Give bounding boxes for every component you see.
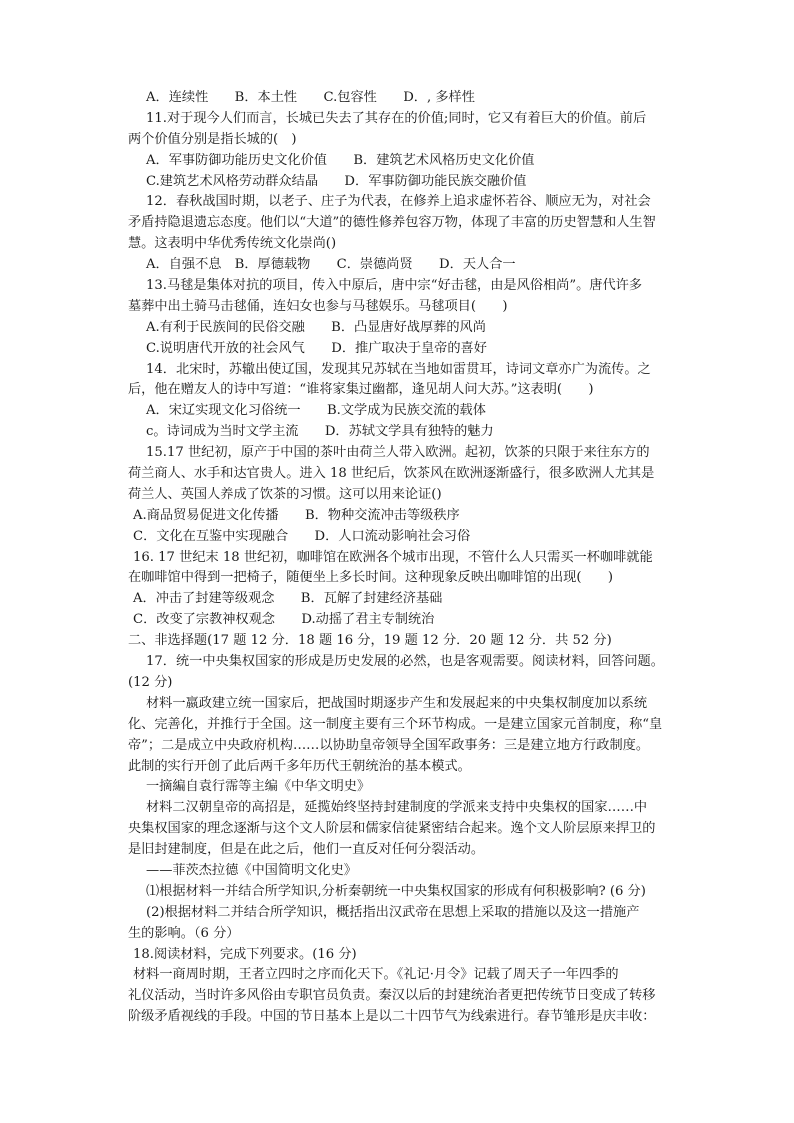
text-line: A.商品贸易促进文化传播 B．物种交流冲击等级秩序 (133, 507, 460, 523)
text-line: ⑴根据材料一并结合所学知识,分析秦朝统一中央集权国家的形成有何积极影响? (6 分) (146, 883, 646, 899)
text-line: 11.对于现今人们而言，长城已失去了其存在的价值;同时，它又有着巨大的价值。前后 (146, 110, 647, 126)
text-line: c。诗词成为当时文学主流 D．苏轼文学具有独特的魅力 (146, 424, 494, 440)
text-line: 16. 17 世纪末 18 世纪初，咖啡馆在欧洲各个城市出现，不管什么人只需买一杯咖啡就能 (133, 549, 653, 565)
text-line: 帝”；二是成立中央政府机构……以协助皇帝领导全国军政事务：三是建立地方行政制度。 (128, 737, 650, 753)
text-line: 17．统一中央集权国家的形成是历史发展的必然，也是客观需要。阅读材料，回答问题。 (146, 654, 664, 670)
text-line: 两个价值分别是指长城的( ) (128, 131, 297, 147)
text-line: A.有利于民族间的民俗交融 B．凸显唐好战厚葬的风尚 (146, 319, 486, 335)
text-line: 材料一商周时期，王者立四时之序而化天下。《礼记·月令》记载了周天子一年四季的 (133, 967, 619, 983)
text-line: 18.阅读材料，完成下列要求。(16 分) (133, 946, 357, 962)
text-line: 央集权国家的理念逐渐与这个文人阶层和儒家信徒紧密结合起来。逸个文人阶层原来捍卫的 (128, 821, 656, 837)
text-line: 13.马毬是集体对抗的项目，传入中原后，唐中宗“好击毬，由是风俗相尚”。唐代许多 (146, 278, 643, 294)
text-line: ——菲茨杰拉德《中国简明文化史》 (146, 862, 357, 878)
text-line: 12．春秋战国时期，以老子、庄子为代表，在修养上追求虚怀若谷、顺应无为，对社会 (146, 194, 651, 210)
text-line: (2)根据材料二并结合所学知识，概括指出汉武帝在思想上采取的措施以及这一措施产 (146, 904, 640, 920)
text-line: 此制的实行开创了此后两千多年历代王朝统治的基本模式。 (128, 758, 471, 774)
text-line: C.建筑艺术风格劳动群众结晶 D．军事防御功能民族交融价值 (146, 173, 527, 189)
text-line: 生的影响。（6 分） (128, 925, 240, 941)
text-line: 在咖啡馆中得到一把椅子，随便坐上多长时间。这种现象反映出咖啡馆的出现( ) (128, 570, 614, 586)
text-line: C.说明唐代开放的社会风气 D．推广取决于皇帝的喜好 (146, 340, 487, 356)
text-line: 矛盾持隐退遗忘态度。他们以“大道”的德性修养包容万物，体现了丰富的历史智慧和人生智 (128, 215, 656, 231)
text-line: A．自强不息 B．厚德载物 C．崇德尚贤 D．天人合一 (146, 257, 516, 273)
text-line: C．改变了宗教神权观念 D.动摇了君主专制统治 (133, 612, 435, 628)
text-line: A．冲击了封建等级观念 B．瓦解了封建经济基础 (133, 591, 443, 607)
text-line: 化、完善化，并推行于全国。这一制度主要有三个环节构成。一是建立国家元首制度，称“皇 (128, 716, 663, 732)
text-line: 二、非选择题(17 题 12 分．18 题 16 分，19 题 12 分．20 题 12 分．共 52 分) (128, 633, 612, 649)
text-line: A．宋辽实现文化习俗统一 B.文学成为民族交流的载体 (146, 403, 486, 419)
text-line: 阶级矛盾视线的手段。中国的节日基本上是以二十四节气为线索进行。春节雏形是庆丰收： (128, 1009, 656, 1025)
text-line: 15.17 世纪初，原产于中国的茶叶由荷兰人带入欧洲。起初，饮茶的只限于来往东方的 (146, 445, 650, 461)
exam-page-text (128, 88, 678, 1028)
text-line: 后，他在赠友人的诗中写道：“谁将家集过幽都，逢见胡人问大苏。”这表明( ) (128, 382, 594, 398)
text-line: 14．北宋时，苏辙出使辽国，发现其兄苏轼在当地如雷贯耳，诗词文章亦广为流传。之 (146, 361, 651, 377)
text-line: 慧。这表明中华优秀传统文化崇尚() (128, 236, 337, 252)
text-line: 荷兰商人、水手和达官贵人。进入 18 世纪后，饮茶风在欧洲逐渐盛行，很多欧洲人尤其是 (128, 466, 655, 482)
text-line: A．连续性 B．本土性 C.包容性 D．, 多样性 (146, 90, 475, 105)
text-line: 是旧封建制度，但是在此之后，他们一直反对任何分裂活动。 (128, 842, 485, 858)
text-line: 墓葬中出土骑马击毬俑，连妇女也参与马毬娱乐。马毬项目( ) (128, 298, 508, 314)
text-line: C．文化在互鉴中实现融合 D．人口流动影响社会习俗 (133, 528, 471, 544)
text-line: A．军事防御功能历史文化价值 B．建筑艺术风格历史文化价值 (146, 152, 535, 168)
text-line: 礼仪活动，当时许多风俗由专职官员负责。秦汉以后的封建统治者更把传统节日变成了转移 (128, 988, 656, 1004)
text-line: 材料二汉朝皇帝的高招是，延揽始终坚持封建制度的学派来支持中央集权的国家……中 (146, 800, 648, 816)
text-line: 一摘編自袁行霈等主编《中华文明史》 (146, 779, 371, 795)
text-line: (12 分) (128, 674, 173, 690)
text-line: 材料一嬴政建立统一国家后，把战国时期逐步产生和发展起来的中央集权制度加以系统 (146, 695, 648, 711)
text-line: 荷兰人、英国人养成了饮茶的习惯。这可以用来论证() (128, 486, 442, 502)
